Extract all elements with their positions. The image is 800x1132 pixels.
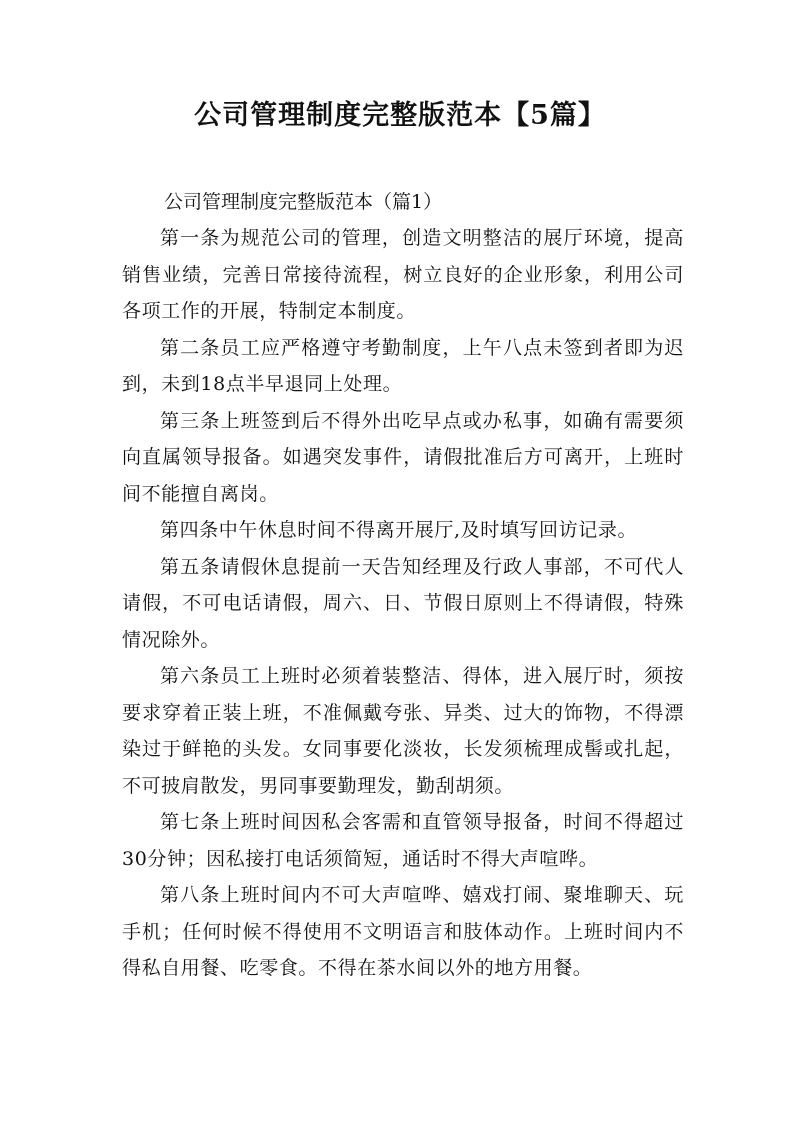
article-3-paragraph: 第三条上班签到后不得外出吃早点或办私事，如确有需要须向直属领导报备。如遇突发事件，请假批准后方可离开，上班时间不能擅自离岗。	[122, 409, 684, 505]
section-heading: 公司管理制度完整版范本（篇1）	[164, 191, 443, 213]
article-6-paragraph: 第六条员工上班时必须着装整洁、得体，进入展厅时，须按要求穿着正装上班，不准佩戴夸张、异类、过大的饰物，不得漂染过于鲜艳的头发。女同事要化淡妆，长发须梳理成髻或扎起，不可披肩散发，男同事要勤理发，勤刮胡须。	[122, 665, 684, 797]
article-4-paragraph: 第四条中午休息时间不得离开展厅,及时填写回访记录。	[160, 519, 638, 541]
article-8-paragraph: 第八条上班时间内不可大声喧哗、嬉戏打闹、聚堆聊天、玩手机；任何时候不得使用不文明语言和肢体动作。上班时间内不得私自用餐、吃零食。不得在茶水间以外的地方用餐。	[122, 884, 684, 979]
article-2-paragraph: 第二条员工应严格遵守考勤制度，上午八点未签到者即为迟到，未到18点半早退同上处理。	[122, 336, 684, 395]
document-title: 公司管理制度完整版范本【5篇】	[194, 100, 606, 131]
article-7-paragraph: 第七条上班时间因私会客需和直管领导报备，时间不得超过30分钟；因私接打电话须简短，通话时不得大声喧哗。	[122, 811, 684, 870]
article-1-paragraph: 第一条为规范公司的管理，创造文明整洁的展厅环境，提高销售业绩，完善日常接待流程，树立良好的企业形象，利用公司各项工作的开展，特制定本制度。	[122, 227, 684, 322]
document-body	[122, 184, 684, 987]
article-5-paragraph: 第五条请假休息提前一天告知经理及行政人事部，不可代人请假，不可电话请假，周六、日、节假日原则上不得请假，特殊情况除外。	[122, 555, 684, 651]
